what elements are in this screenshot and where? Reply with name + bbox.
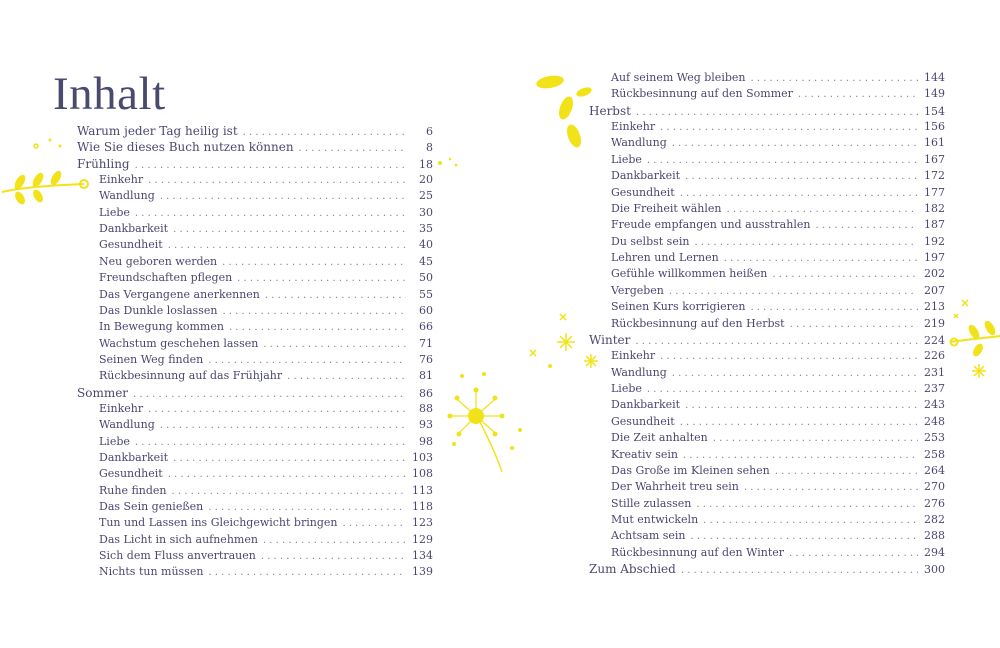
toc-page-number: 300 <box>924 563 945 577</box>
toc-entry <box>589 561 945 577</box>
toc-entry <box>99 434 433 450</box>
toc-entry <box>589 103 945 119</box>
toc-page-number: 187 <box>924 218 945 232</box>
toc-entry <box>611 463 945 479</box>
toc-entry-title: Du selbst sein <box>611 234 690 248</box>
toc-entry-title: Winter <box>589 332 631 347</box>
toc-entry-title: Wie Sie dieses Buch nutzen können <box>77 140 294 155</box>
toc-entry-title: Nichts tun müssen <box>99 565 204 579</box>
toc-entry <box>611 397 945 413</box>
toc-page-number: 144 <box>924 71 945 84</box>
toc-entry-title: Die Zeit anhalten <box>611 431 708 445</box>
toc-page-number: 76 <box>419 352 433 366</box>
toc-entry-title: Sich dem Fluss anvertrauen <box>99 549 256 563</box>
page-title: Inhalt <box>53 68 166 120</box>
toc-leader-dots <box>208 353 406 369</box>
toc-leader-dots <box>726 202 918 218</box>
toc-entry-title: Wachstum geschehen lassen <box>99 336 259 350</box>
toc-entry-title: Tun und Lassen ins Gleichgewicht bringen <box>99 516 338 530</box>
toc-leader-dots <box>172 484 406 500</box>
toc-entry-title: Einkehr <box>611 349 656 363</box>
toc-entry <box>611 512 945 528</box>
toc-entry-title: Die Freiheit wählen <box>611 201 722 215</box>
toc-page-number: 219 <box>924 316 945 330</box>
toc-entry <box>99 237 433 253</box>
toc-entry <box>611 168 945 184</box>
toc-page-number: 156 <box>924 120 945 134</box>
toc-leader-dots <box>744 480 918 496</box>
toc-page-number: 270 <box>924 480 945 494</box>
toc-entry <box>99 352 433 368</box>
toc-entry-title: Liebe <box>611 152 642 166</box>
toc-entry-title: Wandlung <box>99 418 155 432</box>
toc-entry-title: Vergeben <box>611 283 664 297</box>
toc-page-number: 134 <box>412 549 433 563</box>
toc-entry-title: Gesundheit <box>99 238 163 252</box>
toc-leader-dots <box>680 415 918 431</box>
toc-leader-dots <box>647 153 918 169</box>
toc-entry-title: Achtsam sein <box>611 529 686 543</box>
toc-leader-dots <box>685 398 918 414</box>
toc-entry-title: Dankbarkeit <box>99 222 169 236</box>
toc-entry <box>611 152 945 168</box>
toc-entry <box>611 381 945 397</box>
toc-leader-dots <box>173 222 406 238</box>
toc-entry <box>611 430 945 446</box>
toc-leader-dots <box>696 497 918 513</box>
toc-leader-dots <box>168 467 406 483</box>
toc-entry <box>99 205 433 221</box>
toc-entry-title: In Bewegung kommen <box>99 320 224 334</box>
toc-leader-dots <box>168 238 406 254</box>
toc-entry-title: Das Sein genießen <box>99 500 204 514</box>
toc-leader-dots <box>342 516 406 532</box>
toc-page-number: 35 <box>419 222 433 236</box>
toc-page-number: 177 <box>924 185 945 199</box>
toc-entry <box>611 496 945 512</box>
toc-page-number: 123 <box>412 516 433 530</box>
toc-page-number: 8 <box>426 141 433 155</box>
toc-entry-title: Seinen Weg finden <box>99 352 204 366</box>
toc-page-number: 55 <box>419 287 433 301</box>
falling-leaves-icon <box>530 70 600 152</box>
toc-entry-title: Wandlung <box>99 189 155 203</box>
toc-page-number: 50 <box>419 271 433 285</box>
toc-page-number: 81 <box>419 369 433 383</box>
toc-entry <box>611 283 945 299</box>
toc-entry-title: Warum jeder Tag heilig ist <box>77 124 238 138</box>
toc-page-number: 161 <box>924 136 945 150</box>
toc-entry-title: Ruhe finden <box>99 483 167 497</box>
toc-leader-dots <box>694 235 918 251</box>
toc-leader-dots <box>685 169 918 185</box>
toc-leader-dots <box>160 418 406 434</box>
toc-entry-title: Mut entwickeln <box>611 512 699 526</box>
toc-entry <box>77 385 433 401</box>
toc-entry-title: Dankbarkeit <box>611 169 681 183</box>
toc-entry-title: Rückbesinnung auf den Sommer <box>611 87 793 101</box>
toc-entry-title: Einkehr <box>611 120 656 134</box>
toc-page-number: 30 <box>419 205 433 219</box>
toc-entry-title: Herbst <box>589 103 631 118</box>
toc-page-number: 20 <box>419 173 433 187</box>
toc-entry-title: Zum Abschied <box>589 562 676 577</box>
toc-entry <box>99 319 433 335</box>
toc-entry-title: Wandlung <box>611 365 667 379</box>
sparkle-dots-icon <box>436 155 462 171</box>
toc-page-number: 192 <box>924 234 945 248</box>
toc-leader-dots <box>691 529 919 545</box>
toc-page-number: 288 <box>924 529 945 543</box>
toc-entry-title: Gesundheit <box>99 467 163 481</box>
toc-page-number: 88 <box>419 401 433 415</box>
leaf-branch-icon <box>0 168 92 208</box>
toc-leader-dots <box>790 317 918 333</box>
toc-leader-dots <box>263 337 406 353</box>
toc-leader-dots <box>772 267 918 283</box>
toc-entry-title: Rückbesinnung auf den Winter <box>611 545 785 559</box>
toc-entry-title: Liebe <box>611 382 642 396</box>
toc-leader-dots <box>750 71 918 87</box>
toc-page-number: 93 <box>419 418 433 432</box>
toc-page-number: 207 <box>924 283 945 297</box>
toc-entry <box>77 139 433 155</box>
toc-leader-dots <box>660 349 918 365</box>
toc-entry <box>611 479 945 495</box>
toc-leader-dots <box>261 549 406 565</box>
toc-leader-dots <box>135 206 406 222</box>
toc-page-number: 172 <box>924 169 945 183</box>
toc-entry <box>99 221 433 237</box>
toc-leader-dots <box>660 120 918 136</box>
toc-page-number: 231 <box>924 365 945 379</box>
toc-leader-dots <box>222 255 406 271</box>
toc-leader-dots <box>265 288 406 304</box>
toc-entry <box>611 250 945 266</box>
toc-page-number: 71 <box>419 336 433 350</box>
toc-leader-dots <box>287 369 406 385</box>
toc-leader-dots <box>148 173 406 189</box>
toc-leader-dots <box>263 533 406 549</box>
toc-leader-dots <box>672 366 918 382</box>
toc-page-number: 182 <box>924 201 945 215</box>
toc-entry-title: Gefühle willkommen heißen <box>611 267 768 281</box>
toc-entry-title: Liebe <box>99 205 130 219</box>
toc-entry <box>99 548 433 564</box>
toc-entry-title: Dankbarkeit <box>611 398 681 412</box>
toc-entry <box>99 564 433 580</box>
toc-entry-title: Freundschaften pflegen <box>99 271 233 285</box>
toc-entry <box>611 545 945 561</box>
toc-leader-dots <box>237 271 406 287</box>
toc-entry-title: Stille zulassen <box>611 496 692 510</box>
toc-entry-title: Freude empfangen und ausstrahlen <box>611 218 811 232</box>
toc-page-number: 276 <box>924 496 945 510</box>
toc-entry <box>611 316 945 332</box>
toc-entry-title: Das Große im Kleinen sehen <box>611 463 770 477</box>
toc-entry <box>99 499 433 515</box>
toc-page-number: 224 <box>924 333 945 347</box>
toc-entry <box>589 332 945 348</box>
toc-leader-dots <box>681 563 918 579</box>
toc-entry <box>99 188 433 204</box>
toc-leader-dots <box>647 382 918 398</box>
toc-entry-title: Lehren und Lernen <box>611 251 719 265</box>
toc-entry-title: Das Vergangene anerkennen <box>99 287 260 301</box>
toc-entry <box>611 217 945 233</box>
toc-page-number: 167 <box>924 152 945 166</box>
toc-page-number: 18 <box>419 157 433 171</box>
toc-page-number: 253 <box>924 431 945 445</box>
toc-entry <box>611 266 945 282</box>
toc-leader-dots <box>135 435 406 451</box>
leaf-branch-right-icon <box>944 294 1000 384</box>
toc-page-number: 213 <box>924 300 945 314</box>
toc-page-number: 264 <box>924 463 945 477</box>
toc-entry-title: Wandlung <box>611 136 667 150</box>
toc-entry-title: Seinen Kurs korrigieren <box>611 300 746 314</box>
toc-entry <box>77 123 433 139</box>
toc-page-number: 25 <box>419 189 433 203</box>
toc-leader-dots <box>148 402 406 418</box>
toc-entry-title: Gesundheit <box>611 414 675 428</box>
dandelion-icon <box>440 368 530 478</box>
toc-leader-dots <box>160 189 406 205</box>
toc-entry-title: Dankbarkeit <box>99 451 169 464</box>
toc-leader-dots <box>815 218 918 234</box>
toc-leader-dots <box>208 500 406 516</box>
toc-leader-dots <box>683 448 918 464</box>
toc-page-number: 258 <box>924 447 945 461</box>
toc-leader-dots <box>208 565 406 581</box>
toc-entry <box>611 299 945 315</box>
toc-leader-dots <box>680 186 918 202</box>
toc-entry <box>99 466 433 482</box>
toc-entry <box>99 172 433 188</box>
toc-entry-title: Rückbesinnung auf das Frühjahr <box>99 369 283 383</box>
toc-leader-dots <box>750 300 918 316</box>
toc-page-number: 108 <box>412 467 433 481</box>
toc-entry <box>611 70 945 86</box>
toc-page-number: 139 <box>412 565 433 579</box>
toc-leader-dots <box>229 320 406 336</box>
toc-entry-title: Auf seinem Weg bleiben <box>611 71 746 84</box>
toc-page-number: 243 <box>924 398 945 412</box>
toc-page-number: 154 <box>924 104 945 118</box>
toc-page-number: 149 <box>924 87 945 101</box>
toc-entry <box>99 287 433 303</box>
toc-entry <box>611 119 945 135</box>
toc-page-number: 294 <box>924 545 945 559</box>
toc-entry <box>99 483 433 499</box>
snowflakes-icon <box>526 310 606 380</box>
toc-page-number: 66 <box>419 320 433 334</box>
toc-entry <box>99 368 433 384</box>
toc-page-number: 86 <box>419 386 433 400</box>
toc-page-number: 237 <box>924 382 945 396</box>
toc-page-number: 197 <box>924 251 945 265</box>
toc-leader-dots <box>724 251 918 267</box>
toc-entry <box>99 515 433 531</box>
toc-entry <box>611 86 945 102</box>
toc-entry <box>611 185 945 201</box>
toc-entry-title: Frühling <box>77 156 130 171</box>
toc-page-number: 98 <box>419 434 433 448</box>
toc-leader-dots <box>222 304 406 320</box>
toc-entry-title: Liebe <box>99 434 130 448</box>
toc-page-number: 6 <box>426 125 433 138</box>
toc-page-number: 118 <box>412 500 433 514</box>
toc-leader-dots <box>775 464 918 480</box>
toc-entry <box>99 532 433 548</box>
toc-leader-dots <box>713 431 918 447</box>
toc-entry <box>611 365 945 381</box>
toc-entry <box>611 201 945 217</box>
toc-entry <box>99 254 433 270</box>
toc-entry <box>611 135 945 151</box>
toc-page-number: 40 <box>419 238 433 252</box>
toc-entry-title: Kreativ sein <box>611 447 678 461</box>
toc-entry-title: Einkehr <box>99 173 144 187</box>
toc-page-number: 129 <box>412 532 433 546</box>
toc-entry <box>99 336 433 352</box>
toc-leader-dots <box>789 546 918 562</box>
toc-entry-title: Sommer <box>77 385 129 400</box>
toc-entry <box>99 303 433 319</box>
toc-entry <box>99 450 433 466</box>
toc-leader-dots <box>669 284 918 300</box>
toc-entry <box>611 414 945 430</box>
toc-entry-title: Neu geboren werden <box>99 254 218 268</box>
sparkle-dots-icon <box>30 134 70 154</box>
toc-leader-dots <box>173 451 406 467</box>
toc-entry-title: Das Dunkle loslassen <box>99 303 218 317</box>
toc-entry <box>77 156 433 172</box>
toc-entry <box>611 528 945 544</box>
toc-entry <box>611 234 945 250</box>
toc-leader-dots <box>672 136 918 152</box>
toc-page-number: 113 <box>412 483 433 497</box>
toc-entry <box>611 447 945 463</box>
toc-page-number: 103 <box>412 451 433 464</box>
toc-page-number: 60 <box>419 303 433 317</box>
toc-entry-title: Einkehr <box>99 401 144 415</box>
toc-entry-title: Gesundheit <box>611 185 675 199</box>
toc-entry <box>99 417 433 433</box>
toc-entry-title: Rückbesinnung auf den Herbst <box>611 316 785 330</box>
toc-leader-dots <box>798 87 918 103</box>
toc-page-number: 45 <box>419 254 433 268</box>
toc-entry <box>99 401 433 417</box>
toc-leader-dots <box>703 513 918 529</box>
toc-entry-title: Das Licht in sich aufnehmen <box>99 532 258 546</box>
toc-page-number: 282 <box>924 512 945 526</box>
toc-page-number: 248 <box>924 414 945 428</box>
toc-entry-title: Der Wahrheit treu sein <box>611 480 739 494</box>
toc-entry <box>611 348 945 364</box>
toc-page-number: 202 <box>924 267 945 281</box>
toc-entry <box>99 270 433 286</box>
toc-page-number: 226 <box>924 349 945 363</box>
